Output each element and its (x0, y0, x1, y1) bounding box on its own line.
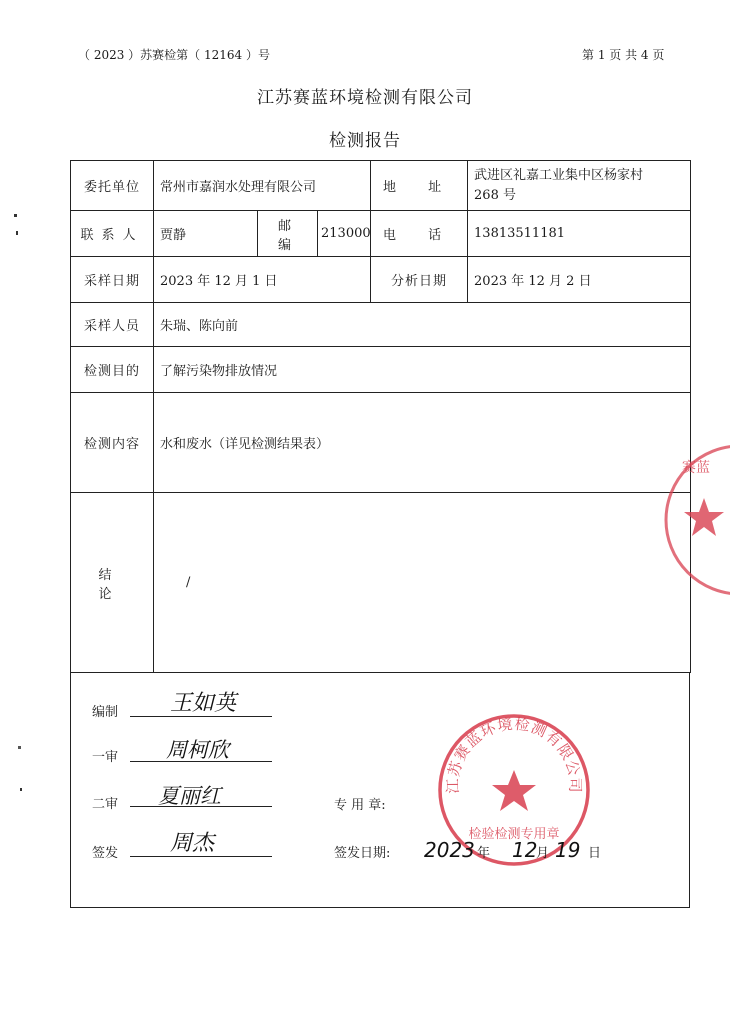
compiled-signature: 王如英 (170, 691, 237, 716)
address-line-1: 武进区礼嘉工业集中区杨家村 (474, 167, 644, 183)
seal-company-text: 江苏赛蓝环境检测有限公司 (443, 714, 585, 794)
compiled-label: 编制 (92, 705, 119, 720)
report-form-table (70, 160, 691, 673)
contact-value: 贾静 (154, 211, 258, 257)
issue-date-year: 2023 (424, 838, 475, 862)
row-conclusion (71, 493, 691, 673)
issue-date-day-char: 日 (588, 846, 602, 861)
content-label: 检测内容 (71, 393, 154, 493)
client-label: 委托单位 (71, 161, 154, 211)
second-review-label: 二审 (92, 797, 119, 812)
phone-value: 13813511181 (468, 211, 691, 257)
edge-seal-text: 赛蓝 (682, 460, 710, 476)
row-dates (71, 257, 691, 303)
report-number: （ 2023 ）苏赛检第（ 12164 ）号 (78, 48, 270, 62)
conclusion-value: / (154, 493, 691, 673)
binding-mark (18, 746, 21, 749)
binding-mark (14, 214, 17, 217)
issue-label: 签发 (92, 846, 119, 861)
first-review-label: 一审 (92, 750, 119, 765)
edge-seal-star-icon (684, 498, 724, 536)
binding-mark (20, 788, 22, 791)
purpose-value: 了解污染物排放情况 (154, 347, 691, 393)
sampling-date-value: 2023 年 12 月 1 日 (154, 257, 371, 303)
issue-date-day: 19 (555, 838, 581, 862)
edge-seal-stamp (660, 440, 730, 600)
content-value: 水和废水（详见检测结果表） (154, 393, 691, 493)
sampling-date-label: 采样日期 (71, 257, 154, 303)
issue-date-year-char: 年 (477, 846, 491, 861)
phone-label: 电 话 (371, 211, 468, 257)
postcode-label: 邮 编 (258, 211, 318, 257)
purpose-label: 检测目的 (71, 347, 154, 393)
row-client (71, 161, 691, 211)
address-line-2: 268 号 (474, 187, 516, 203)
row-purpose (71, 347, 691, 393)
address-label: 地 址 (371, 161, 468, 211)
row-content (71, 393, 691, 493)
seal-label: 专 用 章: (334, 798, 386, 813)
issue-signature: 周杰 (170, 831, 215, 856)
sampler-value: 朱瑞、陈向前 (154, 303, 691, 347)
sampler-label: 采样人员 (71, 303, 154, 347)
analysis-date-value: 2023 年 12 月 2 日 (468, 257, 691, 303)
binding-mark (16, 231, 18, 235)
second-review-signature: 夏丽红 (158, 784, 221, 808)
report-title: 检测报告 (329, 131, 401, 151)
issue-date-month-char: 月 (536, 846, 550, 861)
issue-date-month: 12 (512, 838, 538, 862)
contact-label: 联系人 (71, 211, 154, 257)
seal-bottom-text: 检验检测专用章 (468, 827, 560, 842)
client-value: 常州市嘉润水处理有限公司 (154, 161, 371, 211)
conclusion-label: 结 论 (71, 493, 154, 673)
row-contact (71, 211, 691, 257)
issue-date-label: 签发日期: (334, 846, 391, 861)
seal-star-icon (492, 770, 536, 811)
postcode-value: 213000 (318, 211, 371, 257)
page-info: 第 1 页 共 4 页 (582, 48, 665, 62)
row-sampler (71, 303, 691, 347)
company-name: 江苏赛蓝环境检测有限公司 (257, 88, 473, 108)
first-review-signature: 周柯欣 (166, 738, 229, 762)
analysis-date-label: 分析日期 (371, 257, 468, 303)
address-value (468, 161, 691, 211)
